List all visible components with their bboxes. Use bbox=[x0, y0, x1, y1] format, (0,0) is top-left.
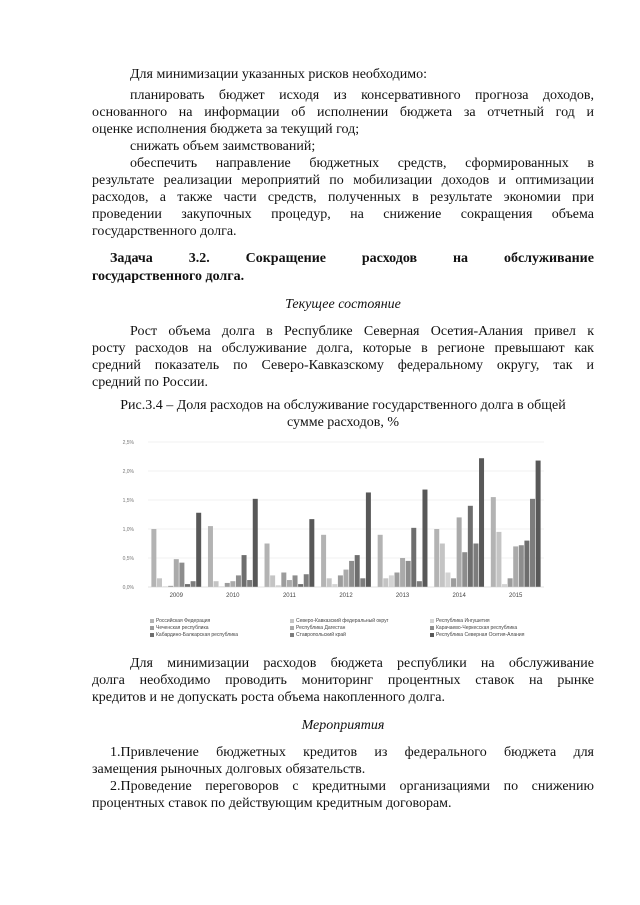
chart-bar bbox=[389, 575, 394, 587]
chart-bar bbox=[327, 578, 332, 587]
legend-label: Российская Федерация bbox=[156, 618, 211, 624]
chart-bar bbox=[230, 581, 235, 587]
measures-heading: Мероприятия bbox=[301, 718, 385, 733]
chart-bar bbox=[270, 575, 275, 587]
chart-bar bbox=[462, 552, 467, 587]
chart-bar bbox=[287, 580, 292, 587]
legend-item bbox=[290, 618, 388, 624]
figure-caption-line-2: сумме расходов, % bbox=[287, 415, 399, 430]
measure-1-line-3: оценке исполнения бюджета за текущий год; bbox=[92, 122, 360, 137]
legend-item bbox=[290, 625, 345, 631]
x-tick-label: 2010 bbox=[226, 593, 240, 599]
bar-chart bbox=[92, 430, 594, 645]
minimization-line-2: долга необходимо проводить мониторинг процентных ставок на рынке bbox=[92, 673, 594, 688]
x-tick-label: 2012 bbox=[339, 593, 353, 599]
chart-bar bbox=[332, 584, 337, 587]
chart-bar bbox=[338, 575, 343, 587]
chart-legend bbox=[150, 618, 570, 648]
task-heading-word: Сокращение bbox=[245, 251, 326, 266]
chart-bar bbox=[355, 555, 360, 587]
task-heading-word: Задача bbox=[110, 251, 153, 266]
y-tick-label: 0,0% bbox=[122, 585, 134, 591]
y-tick-label: 2,5% bbox=[122, 440, 134, 446]
legend-swatch bbox=[430, 619, 434, 623]
chart-bar bbox=[502, 584, 507, 587]
chart-bar bbox=[265, 544, 270, 588]
legend-label: Республика Северная Осетия-Алания bbox=[436, 632, 525, 638]
x-tick-label: 2013 bbox=[395, 593, 410, 599]
legend-label: Чеченская республика bbox=[156, 625, 209, 631]
chart-bar bbox=[496, 532, 501, 587]
legend-item bbox=[430, 618, 490, 624]
chart-bar bbox=[417, 581, 422, 587]
measures-line-1: 1.Привлечение бюджетных кредитов из федерального бюджета для bbox=[110, 745, 594, 760]
legend-swatch bbox=[150, 619, 154, 623]
measures-line-4: процентных ставок по действующим кредитным договорам. bbox=[92, 796, 452, 811]
chart-bar bbox=[451, 578, 456, 587]
chart-bar bbox=[236, 575, 241, 587]
measure-3-line-4: проведении закупочных процедур, на снижение сокращения объема bbox=[92, 207, 594, 222]
chart-bar bbox=[519, 545, 524, 587]
chart-bar bbox=[536, 461, 541, 587]
legend-swatch bbox=[150, 626, 154, 630]
measures-line-3: 2.Проведение переговоров с кредитными организациями по снижению bbox=[110, 779, 594, 794]
chart-bar bbox=[253, 499, 258, 587]
measure-3-line-3: расходов, а также части средств, полученных в результате экономии при bbox=[92, 190, 594, 205]
chart-bar bbox=[214, 581, 219, 587]
chart-bar bbox=[468, 506, 473, 587]
chart-bar bbox=[366, 492, 371, 587]
chart-bar bbox=[208, 526, 213, 587]
x-tick-label: 2011 bbox=[282, 593, 296, 599]
chart-bar bbox=[247, 580, 252, 587]
y-tick-label: 2,0% bbox=[122, 469, 134, 475]
chart-bar bbox=[434, 529, 439, 587]
legend-swatch bbox=[290, 633, 294, 637]
chart-bar bbox=[457, 517, 462, 587]
chart-bar bbox=[349, 561, 354, 587]
chart-bar bbox=[185, 584, 190, 587]
chart-bar bbox=[513, 546, 518, 587]
measure-2-line-1: снижать объем заимствований; bbox=[130, 139, 316, 154]
measure-1-line-2: основанного на информации об исполнении бюджета за отчетный год и bbox=[92, 105, 594, 120]
chart-bar bbox=[281, 573, 286, 588]
chart-bar bbox=[360, 578, 365, 587]
current-state-line-3: средний показатель по Северо-Кавказскому федеральному округу, так и bbox=[92, 358, 594, 373]
y-tick-label: 1,0% bbox=[122, 527, 134, 533]
legend-label: Ставропольский край bbox=[296, 632, 346, 638]
legend-swatch bbox=[290, 626, 294, 630]
chart-bar bbox=[530, 499, 535, 587]
chart-bar bbox=[422, 490, 427, 587]
minimization-line-3: кредитов и не допускать роста объема накопленного долга. bbox=[92, 690, 445, 705]
chart-bar bbox=[157, 578, 162, 587]
legend-swatch bbox=[430, 633, 434, 637]
measures-line-2: замещения рыночных долговых обязательств. bbox=[92, 762, 366, 777]
legend-swatch bbox=[430, 626, 434, 630]
chart-bar bbox=[304, 574, 309, 587]
current-state-line-1: Рост объема долга в Республике Северная Осетия-Алания привел к bbox=[130, 324, 594, 339]
chart-bar bbox=[225, 583, 230, 587]
task-heading-word: обслуживание bbox=[503, 251, 594, 266]
chart-bar bbox=[394, 573, 399, 588]
chart-bar bbox=[151, 529, 156, 587]
legend-item bbox=[150, 618, 210, 624]
task-heading-word: 3.2. bbox=[188, 251, 210, 266]
task-heading bbox=[110, 251, 594, 267]
legend-item bbox=[150, 632, 238, 638]
x-tick-label: 2009 bbox=[169, 593, 183, 599]
x-tick-label: 2014 bbox=[452, 593, 466, 599]
task-heading-word: на bbox=[452, 251, 469, 266]
chart-bar bbox=[400, 558, 405, 587]
chart-bar bbox=[479, 458, 484, 587]
legend-label: Карачаево-Черкесская республика bbox=[436, 625, 518, 631]
measure-1-line-1: планировать бюджет исходя из консервативного прогноза доходов, bbox=[130, 88, 594, 103]
chart-bar bbox=[473, 544, 478, 588]
task-heading-word: расходов bbox=[361, 251, 418, 266]
task-heading-line-2: государственного долга. bbox=[92, 269, 245, 284]
chart-bar bbox=[406, 561, 411, 587]
chart-bar bbox=[411, 528, 416, 587]
legend-item bbox=[430, 632, 524, 638]
legend-item bbox=[150, 625, 209, 631]
chart-bar bbox=[378, 535, 383, 587]
chart-bar bbox=[445, 573, 450, 588]
current-state-line-2: росту расходов на обслуживание долга, которые в регионе превышают как bbox=[92, 341, 594, 356]
legend-swatch bbox=[150, 633, 154, 637]
chart-bar bbox=[179, 563, 184, 587]
chart-bar bbox=[383, 578, 388, 587]
measure-3-line-1: обеспечить направление бюджетных средств, сформированных в bbox=[130, 156, 594, 171]
legend-label: Республика Ингушетия bbox=[436, 618, 490, 624]
chart-bar bbox=[174, 559, 179, 587]
chart-bar bbox=[298, 584, 303, 587]
chart-bar bbox=[508, 578, 513, 587]
chart-bar bbox=[196, 513, 201, 587]
legend-label: Кабардино-Балкарская республика bbox=[156, 632, 239, 638]
chart-bar bbox=[440, 544, 445, 588]
y-tick-label: 0,5% bbox=[122, 556, 134, 562]
chart-bar bbox=[321, 535, 326, 587]
legend-label: Республика Дагестан bbox=[296, 625, 346, 631]
chart-bar bbox=[191, 581, 196, 587]
chart-bar bbox=[242, 555, 247, 587]
legend-item bbox=[430, 625, 517, 631]
chart-bar bbox=[524, 541, 529, 587]
current-state-line-4: средний по России. bbox=[92, 375, 209, 390]
legend-swatch bbox=[290, 619, 294, 623]
chart-container bbox=[92, 430, 594, 645]
y-tick-label: 1,5% bbox=[122, 498, 134, 504]
x-tick-label: 2015 bbox=[509, 593, 523, 599]
chart-bar bbox=[344, 570, 349, 587]
measure-3-line-2: результате реализации мероприятий по мобилизации доходов и оптимизации bbox=[92, 173, 594, 188]
figure-caption-line-1: Рис.3.4 – Доля расходов на обслуживание государственного долга в общей bbox=[120, 398, 566, 413]
chart-bar bbox=[293, 575, 298, 587]
chart-bar bbox=[491, 497, 496, 587]
legend-item bbox=[290, 632, 346, 638]
chart-bar bbox=[309, 519, 314, 587]
measure-3-line-5: государственного долга. bbox=[92, 224, 237, 239]
legend-label: Северо-Кавказский федеральный округ bbox=[296, 618, 389, 624]
minimization-line-1: Для минимизации расходов бюджета республики на обслуживание bbox=[130, 656, 594, 671]
current-state-heading: Текущее состояние bbox=[285, 297, 401, 312]
intro-text: Для минимизации указанных рисков необходимо: bbox=[130, 67, 427, 82]
